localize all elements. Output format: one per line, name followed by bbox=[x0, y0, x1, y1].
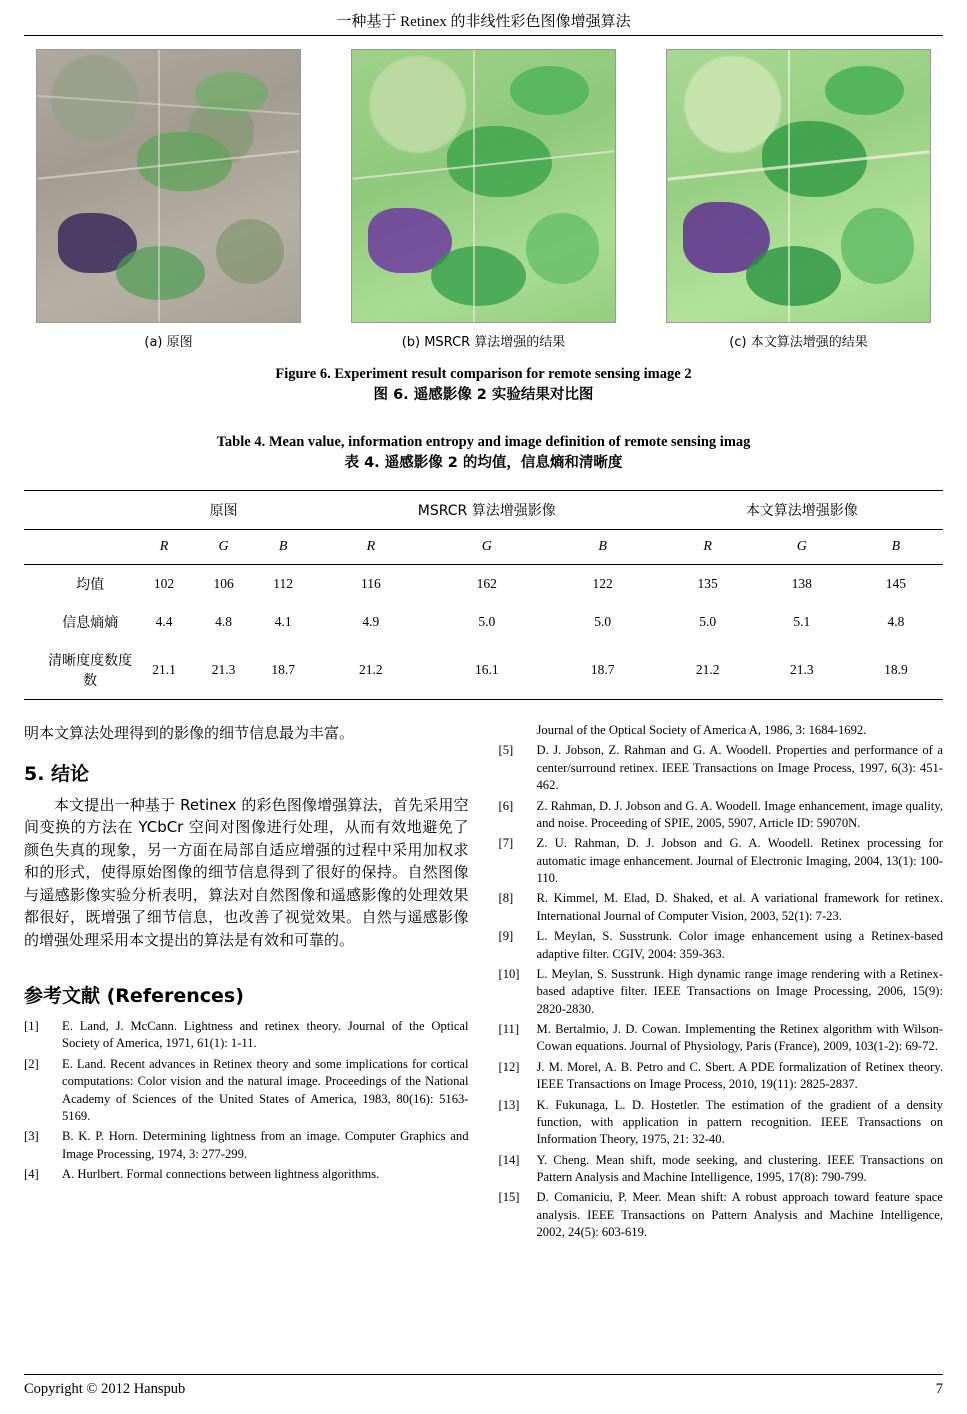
table-cell: 4.8 bbox=[887, 614, 905, 630]
figure-title-en: Figure 6. Experiment result comparison for remote sensing image 2 bbox=[275, 366, 692, 382]
references-heading: 参考文献 (References) bbox=[24, 985, 244, 1008]
reference-number: [4] bbox=[24, 1167, 39, 1182]
reference-text: K. Fukunaga, L. D. Hostetler. The estimation of the gradient of a density function, with application in pattern recognition. IEEE Transactions on Information Theory, 1975, 21: 32-40. bbox=[536, 1097, 943, 1147]
table-group-header-row bbox=[24, 491, 943, 530]
page-footer bbox=[24, 1374, 943, 1398]
reference-text: L. Meylan, S. Susstrunk. Color image enhancement using a Retinex-based adaptive filter. CGIV, 2004: 359-363. bbox=[536, 929, 943, 961]
reference-item bbox=[499, 1152, 944, 1187]
table-cell: 5.0 bbox=[699, 614, 717, 630]
body-columns bbox=[24, 722, 943, 1245]
reference-list-left bbox=[24, 1018, 469, 1183]
figure-cell-c bbox=[666, 49, 931, 350]
table-channel-header: G bbox=[429, 530, 545, 565]
table-row-label: 信息熵熵 bbox=[62, 615, 119, 632]
table-channel-header: R bbox=[661, 530, 755, 565]
table-cell: 5.0 bbox=[594, 614, 612, 630]
table-cell: 4.8 bbox=[215, 614, 233, 630]
table-cell: 21.3 bbox=[755, 641, 849, 700]
results-table bbox=[24, 490, 943, 700]
table-cell: 16.1 bbox=[429, 641, 545, 700]
reference-number: [1] bbox=[24, 1019, 39, 1034]
reference-item bbox=[24, 1018, 469, 1053]
reference-text: D. J. Jobson, Z. Rahman and G. A. Woodell. Properties and performance of a center/surround retinex. IEEE Transactions on Image Process, 1997, 6(3): 451-462. bbox=[536, 743, 943, 793]
table-cell: 102 bbox=[134, 565, 194, 604]
remote-sensing-image-proposed bbox=[666, 49, 931, 323]
table-cell: 122 bbox=[545, 565, 661, 604]
table-title-en: Table 4. Mean value, information entropy and image definition of remote sensing imag bbox=[216, 434, 751, 451]
left-column bbox=[24, 722, 469, 1245]
reference-item bbox=[24, 1166, 469, 1183]
table-cell: 18.7 bbox=[545, 641, 661, 700]
right-column bbox=[499, 722, 944, 1245]
reference-number: [5] bbox=[498, 743, 514, 758]
reference-number: [14] bbox=[498, 1152, 520, 1167]
reference-item bbox=[499, 966, 944, 1018]
reference-item bbox=[499, 1059, 944, 1094]
table-cell: 112 bbox=[253, 565, 313, 604]
figure-title bbox=[24, 364, 943, 406]
table-row-label: 清晰度度数度数 bbox=[24, 641, 134, 700]
table-cell: 135 bbox=[661, 565, 755, 604]
table-channel-header-row bbox=[24, 530, 943, 565]
reference-number: [6] bbox=[498, 798, 514, 813]
reference-text: A. Hurlbert. Formal connections between lightness algorithms. bbox=[62, 1167, 380, 1182]
table-cell: 18.9 bbox=[849, 641, 943, 700]
reference-item bbox=[499, 890, 944, 925]
figure-title-cn: 图 6. 遥感影像 2 实验结果对比图 bbox=[373, 387, 594, 404]
reference-text: B. K. P. Horn. Determining lightness from an image. Computer Graphics and Image Processing, 1974, 3: 277-299. bbox=[62, 1129, 469, 1161]
table-channel-header: G bbox=[755, 530, 849, 565]
table-cell: 106 bbox=[194, 565, 254, 604]
reference-number: [3] bbox=[24, 1129, 39, 1144]
reference-item bbox=[499, 742, 944, 794]
table-group-original: 原图 bbox=[134, 491, 313, 530]
reference-text: Y. Cheng. Mean shift, mode seeking, and clustering. IEEE Transactions on Pattern Analysis and Machine Intelligence, 1995, 17(8): 790-799. bbox=[536, 1152, 943, 1185]
reference-text: Z. U. Rahman, D. J. Jobson and G. A. Woodell. Retinex processing for automatic image enhancement. Journal of Electronic Imaging, 2004, 13(1): 100-110. bbox=[536, 836, 943, 886]
reference-continued bbox=[499, 722, 944, 739]
figure-row bbox=[24, 49, 943, 350]
reference-text: Z. Rahman, D. J. Jobson and G. A. Woodell. Image enhancement, image quality, and noise. Proceeding of SPIE, 2005, 5907, Article ID: 59070N. bbox=[536, 798, 943, 830]
reference-text: D. Comaniciu, P. Meer. Mean shift: A robust approach toward feature space analysis. IEEE Transactions on Pattern Analysis and Machine Intelligence, 2002, 24(5): 603-619. bbox=[536, 1190, 943, 1240]
table-row-label: 均值 bbox=[24, 565, 134, 604]
running-head: 一种基于 Retinex 的非线性彩色图像增强算法 bbox=[24, 10, 943, 36]
table-group-msrcr: MSRCR 算法增强影像 bbox=[313, 491, 661, 530]
table-cell: 138 bbox=[755, 565, 849, 604]
table-cell: 21.2 bbox=[661, 641, 755, 700]
table-row bbox=[24, 565, 943, 604]
reference-number: [10] bbox=[498, 966, 520, 981]
table-title bbox=[24, 432, 943, 474]
figure-cell-a bbox=[36, 49, 301, 350]
reference-item bbox=[499, 798, 944, 833]
reference-text: E. Land. Recent advances in Retinex theory and some implications for cortical computations: Color vision and the natural image. Proceedings of the National Academy of Sciences of the United States of America, 1983, 80(16): 5163-5169. bbox=[62, 1056, 469, 1123]
table-cell: 4.9 bbox=[362, 614, 380, 630]
reference-list-right bbox=[499, 742, 944, 1241]
reference-item bbox=[499, 928, 944, 963]
reference-number: [13] bbox=[498, 1097, 520, 1112]
reference-item bbox=[499, 1189, 944, 1241]
reference-text: L. Meylan, S. Susstrunk. High dynamic range image rendering with a Retinex-based adaptive filter. IEEE Transactions on Image Processing, 2006, 15(9): 2820-2830. bbox=[536, 966, 943, 1016]
figure-cell-b bbox=[351, 49, 616, 350]
table-cell: 4.4 bbox=[155, 614, 173, 630]
table-cell: 21.1 bbox=[134, 641, 194, 700]
section-heading-conclusion: 5. 结论 bbox=[24, 762, 90, 785]
table-cell: 145 bbox=[849, 565, 943, 604]
table-cell: 4.1 bbox=[274, 614, 292, 630]
figure-subcaption-b: (b) MSRCR 算法增强的结果 bbox=[401, 335, 566, 350]
reference-item bbox=[24, 1056, 469, 1126]
copyright-text: Copyright © 2012 Hanspub bbox=[24, 1381, 186, 1397]
reference-item bbox=[499, 1021, 944, 1056]
reference-number: [15] bbox=[498, 1190, 520, 1205]
table-channel-header: G bbox=[194, 530, 254, 565]
table-cell: 162 bbox=[429, 565, 545, 604]
table-cell: 116 bbox=[313, 565, 429, 604]
reference-item bbox=[24, 1128, 469, 1163]
reference-text: J. M. Morel, A. B. Petro and C. Sbert. A PDE formalization of Retinex theory. IEEE Transactions on Image Process, 2010, 19(11): 2825-2837. bbox=[536, 1059, 943, 1092]
table-channel-header: R bbox=[134, 530, 194, 565]
table-channel-header: R bbox=[313, 530, 429, 565]
conclusion-paragraph: 本文提出一种基于 Retinex 的彩色图像增强算法，首先采用空间变换的方法在 YCbCr 空间对图像进行处理，从而有效地避免了颜色失真的现象，另一方面在局部自适应增强的过程中采用加权求和的形式，使得原始图像的细节信息得到了很好的保持。自然图像与遥感影像实验分析表明，算法对自然图像和遥感影像的处理效果都很好，既增强了细节信息，也改善了视觉效果。自然与遥感影像的增强处理采用本文提出的算法是有效和可靠的。 bbox=[24, 795, 469, 949]
reference-text: E. Land, J. McCann. Lightness and retinex theory. Journal of the Optical Society of America, 1971, 61(1): 1-11. bbox=[62, 1019, 469, 1051]
table-row bbox=[24, 641, 943, 700]
reference-text: R. Kimmel, M. Elad, D. Shaked, et al. A variational framework for retinex. International Journal of Computer Vision, 2003, 52(1): 7-23. bbox=[536, 891, 943, 923]
reference-number: [2] bbox=[24, 1056, 39, 1071]
table-cell: 5.0 bbox=[478, 614, 496, 630]
table-cell: 21.2 bbox=[313, 641, 429, 700]
reference-number: [11] bbox=[498, 1022, 520, 1037]
table-channel-header: B bbox=[253, 530, 313, 565]
reference-number: [12] bbox=[498, 1059, 520, 1074]
lead-paragraph: 明本文算法处理得到的影像的细节信息最为丰富。 bbox=[24, 724, 355, 743]
reference-continued-text: Journal of the Optical Society of America A, 1986, 3: 1684-1692. bbox=[536, 723, 867, 738]
table-channel-header: B bbox=[545, 530, 661, 565]
reference-number: [9] bbox=[498, 929, 514, 944]
table-cell: 21.3 bbox=[194, 641, 254, 700]
reference-number: [7] bbox=[498, 836, 514, 851]
remote-sensing-image-msrcr bbox=[351, 49, 616, 323]
table-cell: 18.7 bbox=[253, 641, 313, 700]
reference-item bbox=[499, 835, 944, 887]
page-number: 7 bbox=[935, 1381, 943, 1397]
figure-subcaption-c: (c) 本文算法增强的结果 bbox=[729, 335, 868, 350]
table-channel-header: B bbox=[849, 530, 943, 565]
reference-number: [8] bbox=[498, 891, 514, 906]
table-cell: 5.1 bbox=[793, 614, 811, 630]
remote-sensing-image-original bbox=[36, 49, 301, 323]
table-row bbox=[24, 603, 943, 641]
table-group-proposed: 本文算法增强影像 bbox=[661, 491, 943, 530]
figure-subcaption-a: (a) 原图 bbox=[144, 335, 193, 350]
table-title-cn: 表 4. 遥感影像 2 的均值，信息熵和清晰度 bbox=[344, 455, 623, 472]
reference-item bbox=[499, 1097, 944, 1149]
reference-text: M. Bertalmio, J. D. Cowan. Implementing the Retinex algorithm with Wilson-Cowan equations. Journal of Physiology, Paris (France), 2009, 103(1-2): 69-72. bbox=[536, 1022, 943, 1054]
